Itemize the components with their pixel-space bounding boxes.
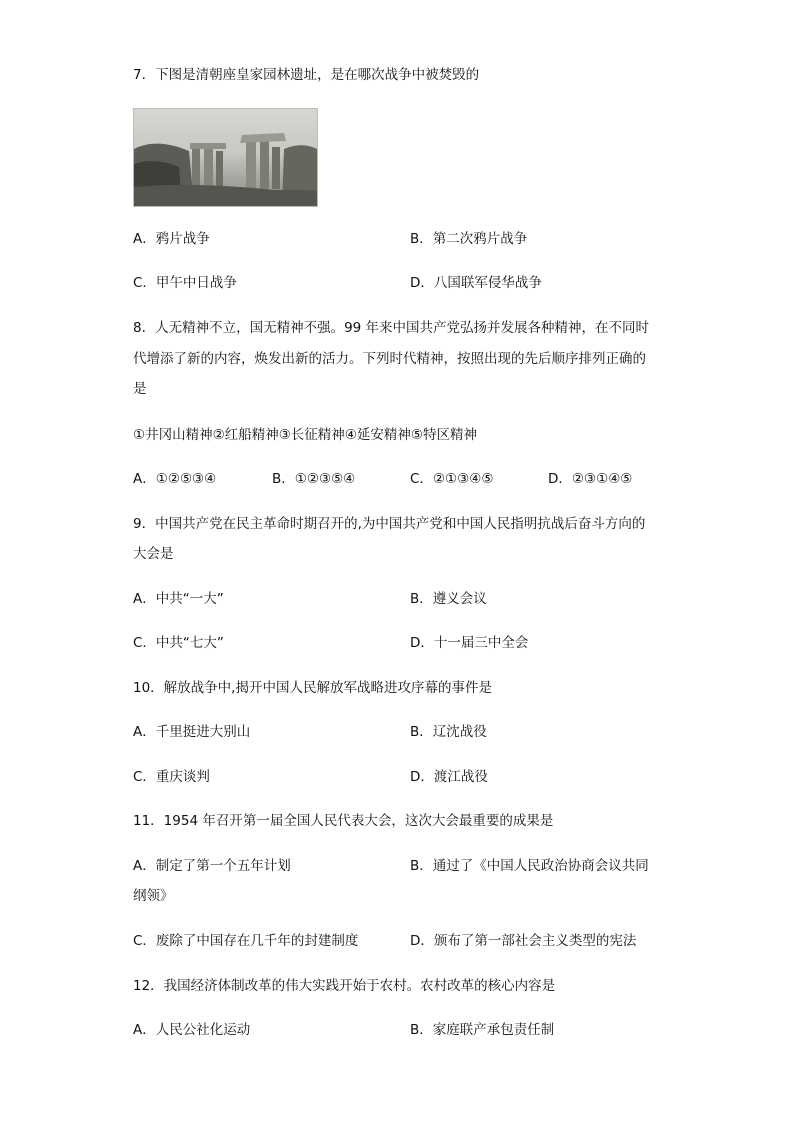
ruins-illustration [134, 109, 317, 206]
q12-option-a: A．人民公社化运动 [133, 1022, 251, 1038]
q9-option-b: B．遵义会议 [410, 591, 487, 607]
q8-option-d: D．②③①④⑤ [548, 471, 633, 487]
q9-option-d: D．十一届三中全会 [410, 635, 529, 651]
question-11-stem: 11．1954 年召开第一届全国人民代表大会，这次大会最重要的成果是 [133, 813, 554, 829]
question-9-stem-line-2: 大会是 [133, 546, 174, 562]
q7-option-c: C．甲午中日战争 [133, 275, 237, 291]
q9-option-c: C．中共“七大” [133, 635, 224, 651]
q10-option-a: A．千里挺进大别山 [133, 724, 251, 740]
question-9-stem-line-1: 9．中国共产党在民主革命时期召开的,为中国共产党和中国人民指明抗战后奋斗方向的 [133, 516, 646, 532]
question-8-stem-line-1: 8．人无精神不立，国无精神不强。99 年来中国共产党弘扬并发展各种精神，在不同时 [133, 320, 650, 336]
question-12-stem: 12．我国经济体制改革的伟大实践开始于农村。农村改革的核心内容是 [133, 978, 556, 994]
q10-option-b: B．辽沈战役 [410, 724, 487, 740]
q10-option-d: D．渡江战役 [410, 769, 488, 785]
garden-ruins-photo [133, 108, 318, 207]
question-8-stem-line-3: 是 [133, 381, 147, 397]
q9-option-a: A．中共“一大” [133, 591, 224, 607]
q11-option-b-continued: 纲领》 [133, 888, 174, 904]
q8-option-c: C．②①③④⑤ [410, 471, 494, 487]
question-7-stem: 7．下图是清朝座皇家园林遗址，是在哪次战争中被焚毁的 [133, 67, 480, 83]
q12-option-b: B．家庭联产承包责任制 [410, 1022, 555, 1038]
q7-option-a: A．鸦片战争 [133, 231, 210, 247]
q11-option-d: D．颁布了第一部社会主义类型的宪法 [410, 933, 637, 949]
q8-option-b: B．①②③⑤④ [272, 471, 356, 487]
q11-option-c: C．废除了中国存在几千年的封建制度 [133, 933, 359, 949]
q11-option-b: B．通过了《中国人民政治协商会议共同 [410, 858, 649, 874]
q11-option-a: A．制定了第一个五年计划 [133, 858, 291, 874]
q7-option-b: B．第二次鸦片战争 [410, 231, 528, 247]
q10-option-c: C．重庆谈判 [133, 769, 210, 785]
q8-option-a: A．①②⑤③④ [133, 471, 217, 487]
question-8-items: ①井冈山精神②红船精神③长征精神④延安精神⑤特区精神 [133, 427, 478, 443]
question-10-stem: 10．解放战争中,揭开中国人民解放军战略进攻序幕的事件是 [133, 680, 492, 696]
question-8-stem-line-2: 代增添了新的内容，焕发出新的活力。下列时代精神，按照出现的先后顺序排列正确的 [133, 351, 646, 367]
q7-option-d: D．八国联军侵华战争 [410, 275, 542, 291]
